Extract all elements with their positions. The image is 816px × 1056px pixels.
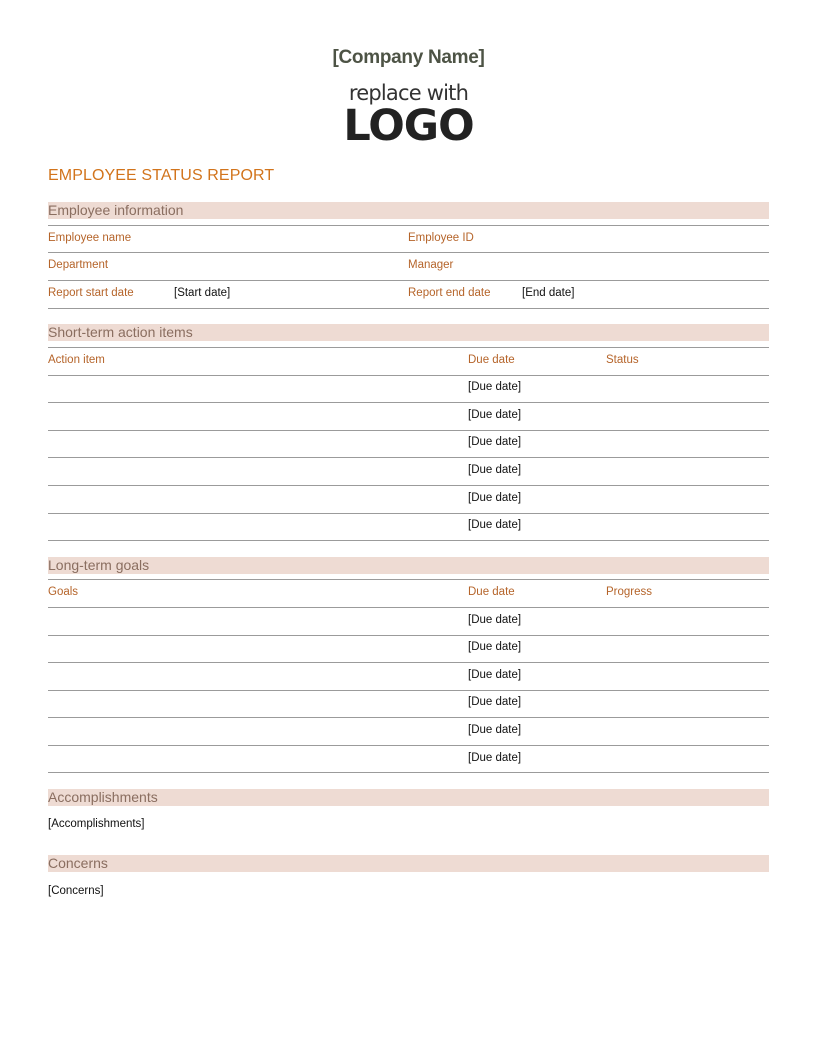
divider [48, 513, 769, 514]
divider [48, 457, 769, 458]
divider [48, 430, 769, 431]
column-header-status: Status [606, 354, 639, 366]
column-header-action-item: Action item [48, 354, 105, 366]
employee-id-label: Employee ID [408, 232, 474, 244]
report-start-date-value[interactable]: [Start date] [174, 287, 231, 299]
due-date-cell[interactable]: [Due date] [468, 519, 522, 531]
column-header-due-date: Due date [468, 586, 515, 598]
report-start-date-label: Report start date [48, 287, 134, 299]
due-date-cell[interactable]: [Due date] [468, 492, 522, 504]
divider [48, 662, 769, 663]
logo-placeholder [48, 80, 769, 151]
due-date-cell[interactable]: [Due date] [468, 614, 522, 626]
due-date-cell[interactable]: [Due date] [468, 669, 522, 681]
divider [48, 308, 769, 309]
divider [48, 252, 769, 253]
due-date-cell[interactable]: [Due date] [468, 409, 522, 421]
divider [48, 402, 769, 403]
divider [48, 485, 769, 486]
concerns-text[interactable]: [Concerns] [48, 885, 104, 897]
divider [48, 745, 769, 746]
logo-line-1: replace with [348, 81, 469, 105]
manager-label: Manager [408, 259, 454, 271]
divider [48, 579, 769, 580]
divider [48, 375, 769, 376]
section-concerns: Concerns [48, 855, 769, 872]
report-end-date-label: Report end date [408, 287, 491, 299]
due-date-cell[interactable]: [Due date] [468, 696, 522, 708]
employee-name-label: Employee name [48, 232, 132, 244]
report-end-date-value[interactable]: [End date] [522, 287, 575, 299]
divider [48, 690, 769, 691]
department-label: Department [48, 259, 109, 271]
logo-line-2: LOGO [343, 101, 474, 151]
column-header-progress: Progress [606, 586, 653, 598]
due-date-cell[interactable]: [Due date] [468, 464, 522, 476]
accomplishments-text[interactable]: [Accomplishments] [48, 818, 145, 830]
report-title: EMPLOYEE STATUS REPORT [48, 167, 275, 184]
section-short-term-action-items: Short-term action items [48, 324, 769, 341]
due-date-cell[interactable]: [Due date] [468, 641, 522, 653]
column-header-goals: Goals [48, 586, 79, 598]
section-accomplishments: Accomplishments [48, 789, 769, 806]
company-name: [Company Name] [332, 47, 485, 68]
due-date-cell[interactable]: [Due date] [468, 436, 522, 448]
section-long-term-goals: Long-term goals [48, 557, 769, 574]
column-header-due-date: Due date [468, 354, 515, 366]
divider [48, 540, 769, 541]
divider [48, 607, 769, 608]
due-date-cell[interactable]: [Due date] [468, 752, 522, 764]
divider [48, 347, 769, 348]
section-employee-information: Employee information [48, 202, 769, 219]
divider [48, 280, 769, 281]
due-date-cell[interactable]: [Due date] [468, 381, 522, 393]
divider [48, 225, 769, 226]
divider [48, 635, 769, 636]
divider [48, 772, 769, 773]
divider [48, 717, 769, 718]
due-date-cell[interactable]: [Due date] [468, 724, 522, 736]
